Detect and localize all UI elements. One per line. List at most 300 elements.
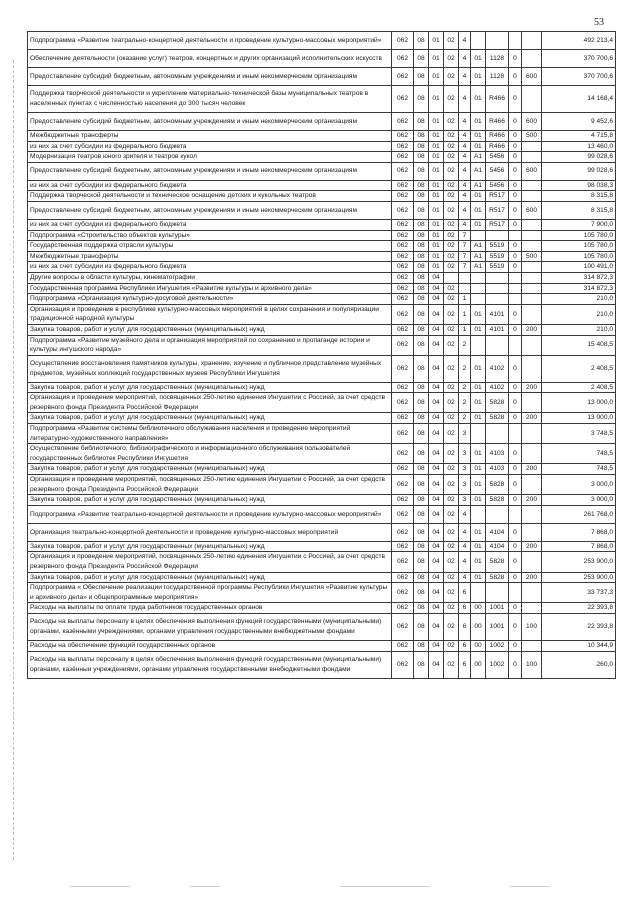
expense-type-code: 200 (522, 464, 542, 475)
direction-code: 4103 (486, 444, 509, 464)
direction-code: 5456 (486, 180, 509, 191)
event-code (471, 424, 486, 444)
subsection-code: 01 (429, 251, 444, 262)
subsection-code: 04 (429, 495, 444, 506)
table-row (28, 505, 616, 523)
row-name: Подпрограмма «Строительство объектов культуры» (28, 230, 392, 241)
sub-direction-code: 0 (509, 464, 522, 475)
subprogram-code: 4 (459, 152, 471, 163)
sub-direction-code: 0 (509, 86, 522, 113)
event-code: 01 (471, 382, 486, 393)
expense-type-code (522, 603, 542, 614)
program-code: 02 (444, 162, 459, 180)
row-amount: 210,0 (542, 324, 616, 335)
program-code: 02 (444, 219, 459, 230)
event-code: 01 (471, 523, 486, 541)
expense-type-code (522, 355, 542, 382)
program-code: 02 (444, 141, 459, 152)
subsection-code: 04 (429, 613, 444, 640)
row-name: Организация и проведение мероприятий, посвященных 250-летию единения Ингушетии с Россией, за счет средств резервного фонда Президента Российской Федерации (28, 552, 392, 572)
program-code: 02 (444, 180, 459, 191)
row-name: Расходы на выплаты по оплате труда работников государственных органов (28, 603, 392, 614)
section-code: 08 (414, 603, 429, 614)
expense-type-code (522, 191, 542, 202)
row-amount: 14 168,4 (542, 86, 616, 113)
program-code: 02 (444, 191, 459, 202)
sub-direction-code: 0 (509, 382, 522, 393)
subsection-code: 01 (429, 50, 444, 68)
event-code: A1 (471, 262, 486, 273)
subprogram-code: 7 (459, 251, 471, 262)
table-row (28, 541, 616, 552)
admin-code: 062 (392, 68, 414, 86)
table-row (28, 640, 616, 651)
table-row (28, 475, 616, 495)
admin-code: 062 (392, 424, 414, 444)
expense-type-code (522, 86, 542, 113)
program-code: 02 (444, 283, 459, 294)
row-name: Организация и проведение в республике культурно-массовых мероприятий в целях сохранения и популяризации традиционной народной культуры (28, 304, 392, 324)
expense-type-code (522, 424, 542, 444)
section-code: 08 (414, 131, 429, 142)
admin-code: 062 (392, 505, 414, 523)
program-code: 02 (444, 393, 459, 413)
program-code: 02 (444, 131, 459, 142)
admin-code: 062 (392, 523, 414, 541)
event-code: 01 (471, 324, 486, 335)
sub-direction-code: 0 (509, 640, 522, 651)
admin-code: 062 (392, 219, 414, 230)
sub-direction-code: 0 (509, 262, 522, 273)
program-code (444, 272, 459, 283)
subprogram-code: 4 (459, 552, 471, 572)
program-code: 02 (444, 505, 459, 523)
row-amount: 210,0 (542, 294, 616, 305)
subsection-code: 04 (429, 552, 444, 572)
row-amount: 7 868,0 (542, 541, 616, 552)
table-row (28, 180, 616, 191)
subprogram-code: 7 (459, 262, 471, 273)
row-name: Расходы на выплаты персоналу в целях обеспечения выполнения функций государственными (муниципальными) органами, казёнными учреждениями, органами управления государственными внебюджетными фондами (28, 613, 392, 640)
section-code: 08 (414, 335, 429, 355)
table-row (28, 152, 616, 163)
subsection-code: 04 (429, 382, 444, 393)
program-code: 02 (444, 113, 459, 131)
table-row (28, 424, 616, 444)
section-code: 08 (414, 230, 429, 241)
direction-code: 1002 (486, 651, 509, 678)
sub-direction-code: 0 (509, 50, 522, 68)
subprogram-code: 4 (459, 180, 471, 191)
row-name: Организация и проведение мероприятий, посвященных 250-летию единения Ингушетии с Россией, за счет средств резервного фонда Президента Российской Федерации (28, 475, 392, 495)
budget-table-body (28, 32, 616, 679)
event-code: 01 (471, 113, 486, 131)
admin-code: 062 (392, 393, 414, 413)
row-name: Предоставление субсидий бюджетным, автономным учреждениям и иным некоммерческим организациям (28, 162, 392, 180)
program-code: 02 (444, 382, 459, 393)
section-code: 08 (414, 583, 429, 603)
expense-type-code: 200 (522, 324, 542, 335)
table-row (28, 444, 616, 464)
expense-type-code (522, 219, 542, 230)
subprogram-code: 2 (459, 382, 471, 393)
section-code: 08 (414, 464, 429, 475)
direction-code: 1001 (486, 613, 509, 640)
section-code: 08 (414, 219, 429, 230)
admin-code: 062 (392, 583, 414, 603)
subsection-code: 01 (429, 32, 444, 50)
section-code: 08 (414, 572, 429, 583)
row-amount: 253 900,0 (542, 572, 616, 583)
admin-code: 062 (392, 495, 414, 506)
expense-type-code (522, 32, 542, 50)
direction-code: 4102 (486, 382, 509, 393)
subsection-code: 01 (429, 180, 444, 191)
row-name: Модернизация театров юного зрителя и театров кукол (28, 152, 392, 163)
subprogram-code: 4 (459, 541, 471, 552)
row-amount: 261 768,0 (542, 505, 616, 523)
subsection-code: 01 (429, 152, 444, 163)
section-code: 08 (414, 191, 429, 202)
sub-direction-code: 0 (509, 324, 522, 335)
subprogram-code: 2 (459, 335, 471, 355)
section-code: 08 (414, 651, 429, 678)
sub-direction-code: 0 (509, 152, 522, 163)
expense-type-code (522, 272, 542, 283)
row-name: Организация театрально-концертной деятельности и проведение культурно-массовых мероприятий (28, 523, 392, 541)
subprogram-code: 4 (459, 32, 471, 50)
sub-direction-code: 0 (509, 444, 522, 464)
subsection-code: 04 (429, 475, 444, 495)
event-code (471, 230, 486, 241)
subprogram-code: 4 (459, 572, 471, 583)
subprogram-code: 2 (459, 413, 471, 424)
row-amount: 2 408,5 (542, 355, 616, 382)
event-code: 01 (471, 552, 486, 572)
admin-code: 062 (392, 355, 414, 382)
admin-code: 062 (392, 272, 414, 283)
subsection-code: 01 (429, 131, 444, 142)
row-amount: 260,0 (542, 651, 616, 678)
admin-code: 062 (392, 382, 414, 393)
sub-direction-code (509, 583, 522, 603)
event-code: 01 (471, 219, 486, 230)
expense-type-code: 200 (522, 495, 542, 506)
expense-type-code (522, 294, 542, 305)
row-name: Расходы на обеспечение функций государственных органов (28, 640, 392, 651)
section-code: 08 (414, 50, 429, 68)
program-code: 02 (444, 413, 459, 424)
row-amount: 253 900,0 (542, 552, 616, 572)
expense-type-code (522, 335, 542, 355)
direction-code: 1002 (486, 640, 509, 651)
admin-code: 062 (392, 86, 414, 113)
expense-type-code (522, 241, 542, 252)
sub-direction-code: 0 (509, 241, 522, 252)
table-row (28, 603, 616, 614)
row-amount: 13 460,0 (542, 141, 616, 152)
admin-code: 062 (392, 294, 414, 305)
row-name: Государственная программа Республики Ингушетия «Развитие культуры и архивного дела» (28, 283, 392, 294)
subsection-code: 01 (429, 191, 444, 202)
direction-code: 5456 (486, 152, 509, 163)
subprogram-code: 3 (459, 475, 471, 495)
table-row (28, 283, 616, 294)
section-code: 08 (414, 294, 429, 305)
admin-code: 062 (392, 241, 414, 252)
admin-code: 062 (392, 464, 414, 475)
section-code: 08 (414, 272, 429, 283)
row-name: из них за счет субсидии из федерального бюджета (28, 180, 392, 191)
admin-code: 062 (392, 113, 414, 131)
subsection-code: 04 (429, 640, 444, 651)
subprogram-code: 4 (459, 505, 471, 523)
event-code: 01 (471, 413, 486, 424)
event-code: 01 (471, 475, 486, 495)
subprogram-code: 4 (459, 131, 471, 142)
row-name: Другие вопросы в области культуры, кинематографии (28, 272, 392, 283)
row-name: Поддержка творческой деятельности и укрепление материально-технической базы муниципальных театров в населенных пунктах с численностью населения до 300 тысяч человек (28, 86, 392, 113)
row-amount: 2 408,5 (542, 382, 616, 393)
row-amount: 98 038,3 (542, 180, 616, 191)
subsection-code: 04 (429, 603, 444, 614)
subsection-code: 04 (429, 505, 444, 523)
subprogram-code: 3 (459, 424, 471, 444)
row-amount: 13 000,0 (542, 413, 616, 424)
program-code: 02 (444, 32, 459, 50)
subprogram-code: 4 (459, 191, 471, 202)
direction-code (486, 294, 509, 305)
section-code: 08 (414, 283, 429, 294)
subprogram-code: 7 (459, 241, 471, 252)
subsection-code: 04 (429, 393, 444, 413)
table-row (28, 219, 616, 230)
event-code: 01 (471, 572, 486, 583)
row-name: Межбюджетные трансферты (28, 131, 392, 142)
row-name: из них за счет субсидии из федерального бюджета (28, 262, 392, 273)
event-code: A1 (471, 241, 486, 252)
event-code (471, 272, 486, 283)
subprogram-code: 4 (459, 50, 471, 68)
admin-code: 062 (392, 251, 414, 262)
table-row (28, 32, 616, 50)
event-code (471, 505, 486, 523)
admin-code: 062 (392, 162, 414, 180)
direction-code: R517 (486, 191, 509, 202)
sub-direction-code: 0 (509, 413, 522, 424)
table-row (28, 572, 616, 583)
section-code: 08 (414, 523, 429, 541)
subsection-code: 04 (429, 572, 444, 583)
direction-code: R466 (486, 113, 509, 131)
expense-type-code (522, 640, 542, 651)
subsection-code: 04 (429, 283, 444, 294)
event-code (471, 32, 486, 50)
sub-direction-code (509, 272, 522, 283)
direction-code: R466 (486, 86, 509, 113)
program-code: 02 (444, 241, 459, 252)
admin-code: 062 (392, 201, 414, 219)
admin-code: 062 (392, 141, 414, 152)
expense-type-code (522, 304, 542, 324)
subprogram-code: 6 (459, 583, 471, 603)
direction-code: 5828 (486, 572, 509, 583)
row-name: из них за счет субсидии из федерального бюджета (28, 219, 392, 230)
subprogram-code (459, 272, 471, 283)
section-code: 08 (414, 162, 429, 180)
sub-direction-code: 0 (509, 603, 522, 614)
sub-direction-code: 0 (509, 191, 522, 202)
direction-code (486, 283, 509, 294)
subsection-code: 01 (429, 162, 444, 180)
row-amount: 370 700,6 (542, 68, 616, 86)
row-amount: 8 315,8 (542, 191, 616, 202)
row-name: Закупка товаров, работ и услуг для государственных (муниципальных) нужд (28, 324, 392, 335)
table-row (28, 324, 616, 335)
row-amount: 314 872,3 (542, 283, 616, 294)
subsection-code: 01 (429, 241, 444, 252)
table-row (28, 201, 616, 219)
subprogram-code: 4 (459, 68, 471, 86)
direction-code: 5519 (486, 262, 509, 273)
program-code: 02 (444, 603, 459, 614)
row-name: Государственная поддержка отрасли культуры (28, 241, 392, 252)
expense-type-code (522, 283, 542, 294)
sub-direction-code: 0 (509, 113, 522, 131)
subprogram-code: 4 (459, 219, 471, 230)
direction-code (486, 505, 509, 523)
subsection-code: 01 (429, 68, 444, 86)
admin-code: 062 (392, 131, 414, 142)
subsection-code: 04 (429, 651, 444, 678)
expense-type-code (522, 444, 542, 464)
expense-type-code (522, 141, 542, 152)
section-code: 08 (414, 324, 429, 335)
row-name: Межбюджетные трансферты (28, 251, 392, 262)
direction-code (486, 424, 509, 444)
admin-code: 062 (392, 603, 414, 614)
subsection-code: 04 (429, 324, 444, 335)
expense-type-code (522, 475, 542, 495)
admin-code: 062 (392, 191, 414, 202)
row-amount: 748,5 (542, 444, 616, 464)
table-row (28, 251, 616, 262)
event-code: 01 (471, 495, 486, 506)
sub-direction-code: 0 (509, 251, 522, 262)
row-amount: 22 393,8 (542, 613, 616, 640)
subsection-code: 04 (429, 523, 444, 541)
table-row (28, 335, 616, 355)
admin-code: 062 (392, 230, 414, 241)
row-name: Закупка товаров, работ и услуг для государственных (муниципальных) нужд (28, 572, 392, 583)
row-name: Подпрограмма «Развитие системы библиотечного обслуживания населения и проведение мероприятий литературно-художественного направления» (28, 424, 392, 444)
program-code: 02 (444, 583, 459, 603)
direction-code (486, 230, 509, 241)
admin-code: 062 (392, 262, 414, 273)
event-code (471, 294, 486, 305)
subprogram-code: 6 (459, 640, 471, 651)
table-row (28, 464, 616, 475)
direction-code: 1001 (486, 603, 509, 614)
admin-code: 062 (392, 335, 414, 355)
row-amount: 10 344,9 (542, 640, 616, 651)
row-name: Расходы на выплаты персоналу в целях обеспечения выполнения функций государственными (муниципальными) органами, казённыи учреждениями, органами управления государственными внебюджетными фондами (28, 651, 392, 678)
sub-direction-code (509, 32, 522, 50)
event-code: 01 (471, 541, 486, 552)
program-code: 02 (444, 651, 459, 678)
subprogram-code: 2 (459, 393, 471, 413)
direction-code: R517 (486, 219, 509, 230)
expense-type-code: 200 (522, 541, 542, 552)
subprogram-code: 1 (459, 304, 471, 324)
subsection-code: 01 (429, 141, 444, 152)
table-row (28, 495, 616, 506)
row-name: Подпрограмма «Развитие музейного дела и организация мероприятий по сохранению и пропаганде истории и культуры ингушского народа» (28, 335, 392, 355)
program-code: 02 (444, 262, 459, 273)
event-code: A1 (471, 152, 486, 163)
expense-type-code (522, 50, 542, 68)
expense-type-code: 200 (522, 413, 542, 424)
admin-code: 062 (392, 304, 414, 324)
table-row (28, 262, 616, 273)
expense-type-code: 200 (522, 572, 542, 583)
table-row (28, 241, 616, 252)
direction-code: 5828 (486, 413, 509, 424)
row-amount: 9 452,6 (542, 113, 616, 131)
table-row (28, 393, 616, 413)
row-amount: 33 737,3 (542, 583, 616, 603)
direction-code: 1128 (486, 68, 509, 86)
sub-direction-code: 0 (509, 131, 522, 142)
section-code: 08 (414, 413, 429, 424)
section-code: 08 (414, 424, 429, 444)
row-name: Обеспечение деятельности (оказание услуг) театров, концертных и других организаций исполнительских искусств (28, 50, 392, 68)
table-row (28, 552, 616, 572)
table-row (28, 294, 616, 305)
event-code (471, 335, 486, 355)
binding-margin-line (13, 60, 14, 860)
program-code: 02 (444, 464, 459, 475)
sub-direction-code: 0 (509, 180, 522, 191)
program-code: 02 (444, 495, 459, 506)
subprogram-code: 3 (459, 464, 471, 475)
row-name: Осуществление библиотечного, библиографического и информационного обслуживания пользователей государственных библиотек Республики Ингушетия (28, 444, 392, 464)
direction-code: 4101 (486, 324, 509, 335)
program-code: 02 (444, 640, 459, 651)
program-code: 02 (444, 523, 459, 541)
direction-code: 5828 (486, 393, 509, 413)
expense-type-code: 500 (522, 131, 542, 142)
expense-type-code (522, 523, 542, 541)
section-code: 08 (414, 541, 429, 552)
section-code: 08 (414, 180, 429, 191)
expense-type-code: 500 (522, 251, 542, 262)
admin-code: 062 (392, 640, 414, 651)
subsection-code: 04 (429, 541, 444, 552)
event-code: 01 (471, 131, 486, 142)
expense-type-code: 600 (522, 68, 542, 86)
subprogram-code (459, 283, 471, 294)
program-code: 02 (444, 541, 459, 552)
expense-type-code: 100 (522, 651, 542, 678)
table-row (28, 68, 616, 86)
subprogram-code: 4 (459, 162, 471, 180)
subsection-code: 01 (429, 262, 444, 273)
subprogram-code: 6 (459, 651, 471, 678)
row-amount: 3 000,0 (542, 475, 616, 495)
admin-code: 062 (392, 32, 414, 50)
expense-type-code: 600 (522, 113, 542, 131)
